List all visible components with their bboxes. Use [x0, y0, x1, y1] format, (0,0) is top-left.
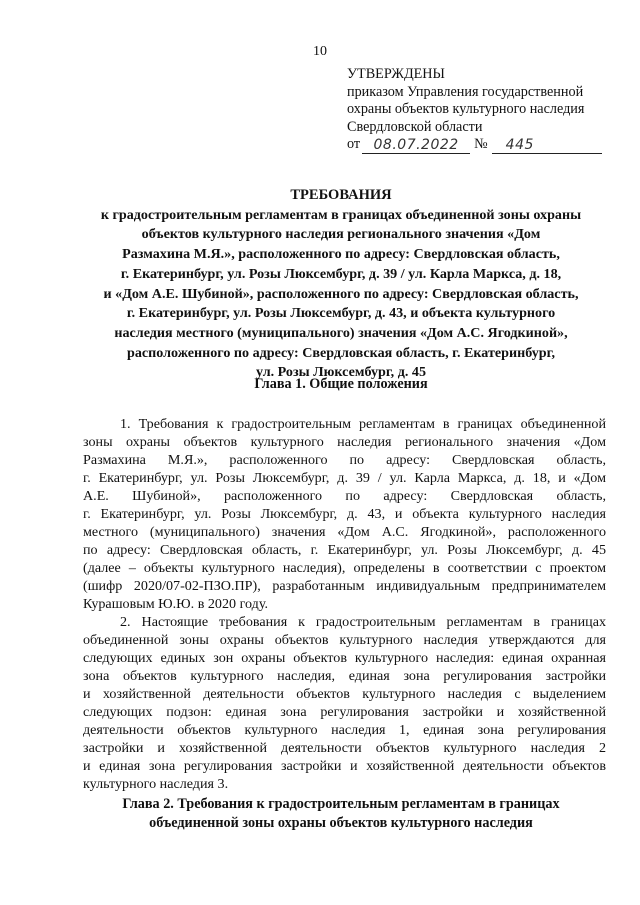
- document-title: [56, 186, 626, 383]
- title-line: к градостроительным регламентам в границах объединенной зоны охраны: [100, 206, 582, 223]
- approval-title: УТВЕРЖДЕНЫ: [347, 66, 445, 82]
- paragraph-line: зона объектов культурного наследия, единая зона регулирования застройки: [83, 668, 606, 684]
- title-line: ул. Розы Люксембург, д. 45: [256, 364, 426, 381]
- approval-line: приказом Управления государственной: [347, 83, 584, 100]
- chapter-2-title: [56, 795, 626, 833]
- title-line: Размахина М.Я.», расположенного по адресу: Свердловская область,: [122, 246, 560, 263]
- paragraph-line: по адресу: Свердловская область, г. Екатеринбург, ул. Розы Люксембург, д. 45: [83, 542, 606, 558]
- title-line: г. Екатеринбург, ул. Розы Люксембург, д. 39 / ул. Карла Маркса, д. 18,: [120, 265, 562, 282]
- paragraph-line: объединенной зоны охраны объектов культурного наследия утверждаются для: [83, 632, 606, 648]
- paragraph-line: следующих единых зон охраны объектов культурного наследия: единая охранная: [83, 650, 606, 666]
- handwritten-date: 08.07.2022: [362, 138, 470, 154]
- paragraph-line: и единая зона регулирования застройки и хозяйственной деятельности объектов: [83, 758, 606, 774]
- paragraph-line: 2. Настоящие требования к градостроительным регламентам в границах: [120, 614, 606, 630]
- paragraph-line: (шифр 2020/07-02-ПЗО.ПР), разработанным индивидуальным предпринимателем: [83, 578, 606, 594]
- paragraph-line: А.Е. Шубиной», расположенного по адресу: Свердловская область,: [83, 488, 606, 504]
- paragraph-line: Курашовым Ю.Ю. в 2020 году.: [83, 596, 268, 612]
- title-line: расположенного по адресу: Свердловская область, г. Екатеринбург,: [127, 344, 555, 361]
- paragraph-line: г. Екатеринбург, ул. Розы Люксембург, д. 39 / ул. Карла Маркса, д. 18, и «Дом: [83, 470, 606, 486]
- title-heading: ТРЕБОВАНИЯ: [290, 187, 392, 203]
- approval-line: охраны объектов культурного наследия: [347, 101, 585, 117]
- date-prefix: от: [347, 136, 361, 152]
- approval-line: Свердловской области: [347, 118, 483, 135]
- paragraph-line: (далее – объекты культурного наследия), определены в соответствии с проектом: [83, 560, 606, 576]
- title-line: г. Екатеринбург, ул. Розы Люксембург, д. 43, и объекта культурного: [126, 305, 556, 322]
- paragraph-line: и хозяйственной деятельности объектов культурного наследия с выделением: [83, 686, 606, 702]
- paragraph-line: Размахина М.Я.», расположенного по адресу: Свердловская область,: [83, 452, 606, 468]
- approval-stamp: [347, 66, 617, 154]
- page-number: 10: [313, 44, 327, 59]
- paragraph-line: следующих подзон: единая зона регулирования застройки и хозяйственной: [83, 704, 606, 720]
- paragraph-line: культурного наследия 3.: [83, 776, 229, 792]
- chapter-2-heading-line: объединенной зоны охраны объектов культурного наследия: [149, 815, 533, 831]
- title-line: и «Дом А.Е. Шубиной», расположенного по адресу: Свердловская область,: [103, 285, 579, 302]
- title-line: наследия местного (муниципального) значения «Дом А.С. Ягодкиной»,: [114, 324, 568, 341]
- paragraph-2: [83, 613, 606, 793]
- paragraph-line: застройки и хозяйственной деятельности объектов культурного наследия 2: [83, 740, 606, 756]
- paragraph-line: 1. Требования к градостроительным регламентам в границах объединенной: [120, 416, 606, 432]
- paragraph-line: деятельности объектов культурного наследия 1, единая зона регулирования: [83, 722, 606, 738]
- approval-date-number-row: [347, 136, 617, 154]
- handwritten-number: 445: [492, 138, 602, 154]
- paragraph-line: местного (муниципального) значения «Дом А.С. Ягодкиной», расположенного: [83, 524, 606, 540]
- chapter-1-heading: Глава 1. Общие положения: [254, 376, 428, 392]
- number-label: №: [474, 136, 488, 152]
- paragraph-line: зоны охраны объектов культурного наследия регионального значения «Дом: [83, 434, 606, 450]
- title-line: объектов культурного наследия регионального значения «Дом: [141, 226, 541, 243]
- paragraph-line: г. Екатеринбург, ул. Розы Люксембург, д. 43, и объекта культурного наследия: [83, 506, 606, 522]
- chapter-2-heading-line: Глава 2. Требования к градостроительным регламентам в границах: [122, 796, 560, 812]
- paragraph-1: [83, 415, 606, 613]
- chapter-1-title: [56, 375, 626, 394]
